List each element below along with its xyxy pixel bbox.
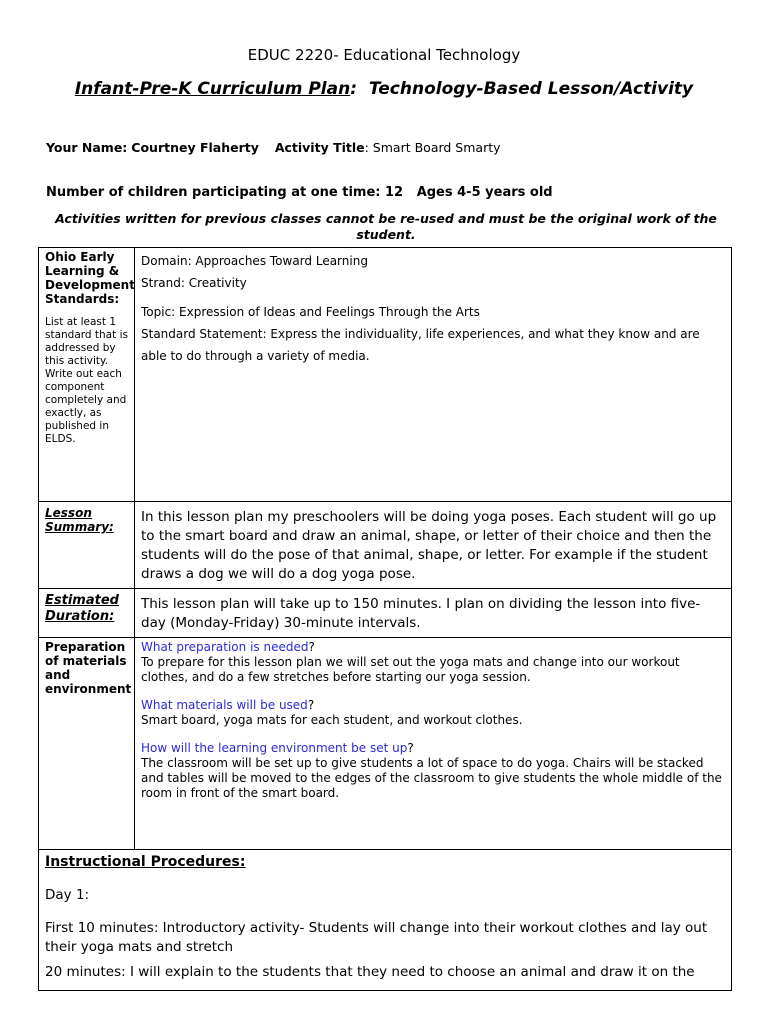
prep-question-1: What preparation is needed ? — [141, 640, 725, 655]
summary-text-cell — [135, 502, 732, 589]
duration-label: Estimated Duration: — [45, 593, 119, 624]
standards-instructions: List at least 1 standard that is addressed by this activity. Write out each component completely and exactly, as published in ELDS. — [45, 316, 128, 445]
prep-block-2 — [141, 698, 725, 728]
name-activity-line — [46, 140, 501, 155]
duration-row — [39, 589, 732, 638]
plan-title-part2: Technology-Based Lesson/Activity — [368, 79, 694, 99]
preparation-label-cell — [39, 638, 135, 850]
summary-label: Lesson Summary: — [45, 506, 114, 534]
children-value: 12 — [385, 185, 404, 200]
preparation-content-cell — [135, 638, 732, 850]
prep-block-3 — [141, 741, 725, 801]
procedures-cell — [39, 850, 732, 991]
children-ages-line — [46, 185, 553, 200]
standards-label: Ohio Early Learning & Development Standards: — [45, 250, 135, 306]
prep-block-1 — [141, 640, 725, 685]
plan-title-part1: Infant-Pre-K Curriculum Plan — [74, 79, 351, 99]
originality-notice: Activities written for previous classes cannot be re-used and must be the original work of the student. — [55, 211, 717, 242]
course-title: EDUC 2220- Educational Technology — [247, 46, 521, 64]
procedures-heading: Instructional Procedures: — [45, 854, 246, 870]
prep-answer-1: To prepare for this lesson plan we will set out the yoga mats and change into our workout clothes, and do a few stretches before starting our yoga session. — [141, 655, 680, 684]
duration-text-cell — [135, 589, 732, 638]
prep-answer-3: The classroom will be set up to give students a lot of space to do yoga. Chairs will be stacked and tables will be moved to the edges of the classroom to give students the whole middle of the room in front of the smart board. — [141, 756, 722, 800]
standard-topic: Topic: Expression of Ideas and Feelings Through the Arts — [141, 305, 480, 319]
procedures-step-2: 20 minutes: I will explain to the students that they need to choose an animal and draw it on the — [45, 964, 695, 980]
children-label: Number of children participating at one time: — [46, 185, 381, 200]
duration-label-cell — [39, 589, 135, 638]
preparation-row — [39, 638, 732, 850]
plan-title — [0, 79, 768, 99]
plan-title-colon: : — [350, 79, 358, 99]
prep-answer-2: Smart board, yoga mats for each student, and workout clothes. — [141, 713, 523, 727]
summary-row — [39, 502, 732, 589]
duration-text: This lesson plan will take up to 150 minutes. I plan on dividing the lesson into five-day (Monday-Friday) 30-minute intervals. — [141, 596, 701, 631]
activity-value: : Smart Board Smarty — [364, 140, 501, 155]
lesson-plan-table — [38, 247, 732, 991]
standard-statement: Standard Statement: Express the individuality, life experiences, and what they know and are able to do through a variety of media. — [141, 327, 700, 363]
procedures-day: Day 1: — [45, 887, 90, 903]
procedures-step-1: First 10 minutes: Introductory activity- Students will change into their workout clothes and lay out their yoga mats and stretch — [45, 920, 708, 955]
summary-text: In this lesson plan my preschoolers will be doing yoga poses. Each student will go up to the smart board and draw an animal, shape, or letter of their choice and then the students will do the pose of that animal, shape, or letter. For example if the student draws a dog we will do a dog yoga pose. — [141, 509, 717, 582]
standard-domain: Domain: Approaches Toward Learning — [141, 254, 368, 268]
name-label: Your Name: — [46, 140, 128, 155]
standards-label-cell — [39, 248, 135, 502]
activity-label: Activity Title — [274, 140, 365, 155]
summary-label-cell — [39, 502, 135, 589]
prep-question-3: How will the learning environment be set up ? — [141, 741, 725, 756]
standards-row — [39, 248, 732, 502]
standards-content-cell — [135, 248, 732, 502]
preparation-label: Preparation of materials and environment — [45, 640, 132, 696]
procedures-row — [39, 850, 732, 991]
name-value: Courtney Flaherty — [131, 140, 259, 155]
ages-label: Ages 4-5 years old — [416, 185, 553, 200]
standard-strand: Strand: Creativity — [141, 276, 247, 290]
prep-question-2: What materials will be used ? — [141, 698, 725, 713]
